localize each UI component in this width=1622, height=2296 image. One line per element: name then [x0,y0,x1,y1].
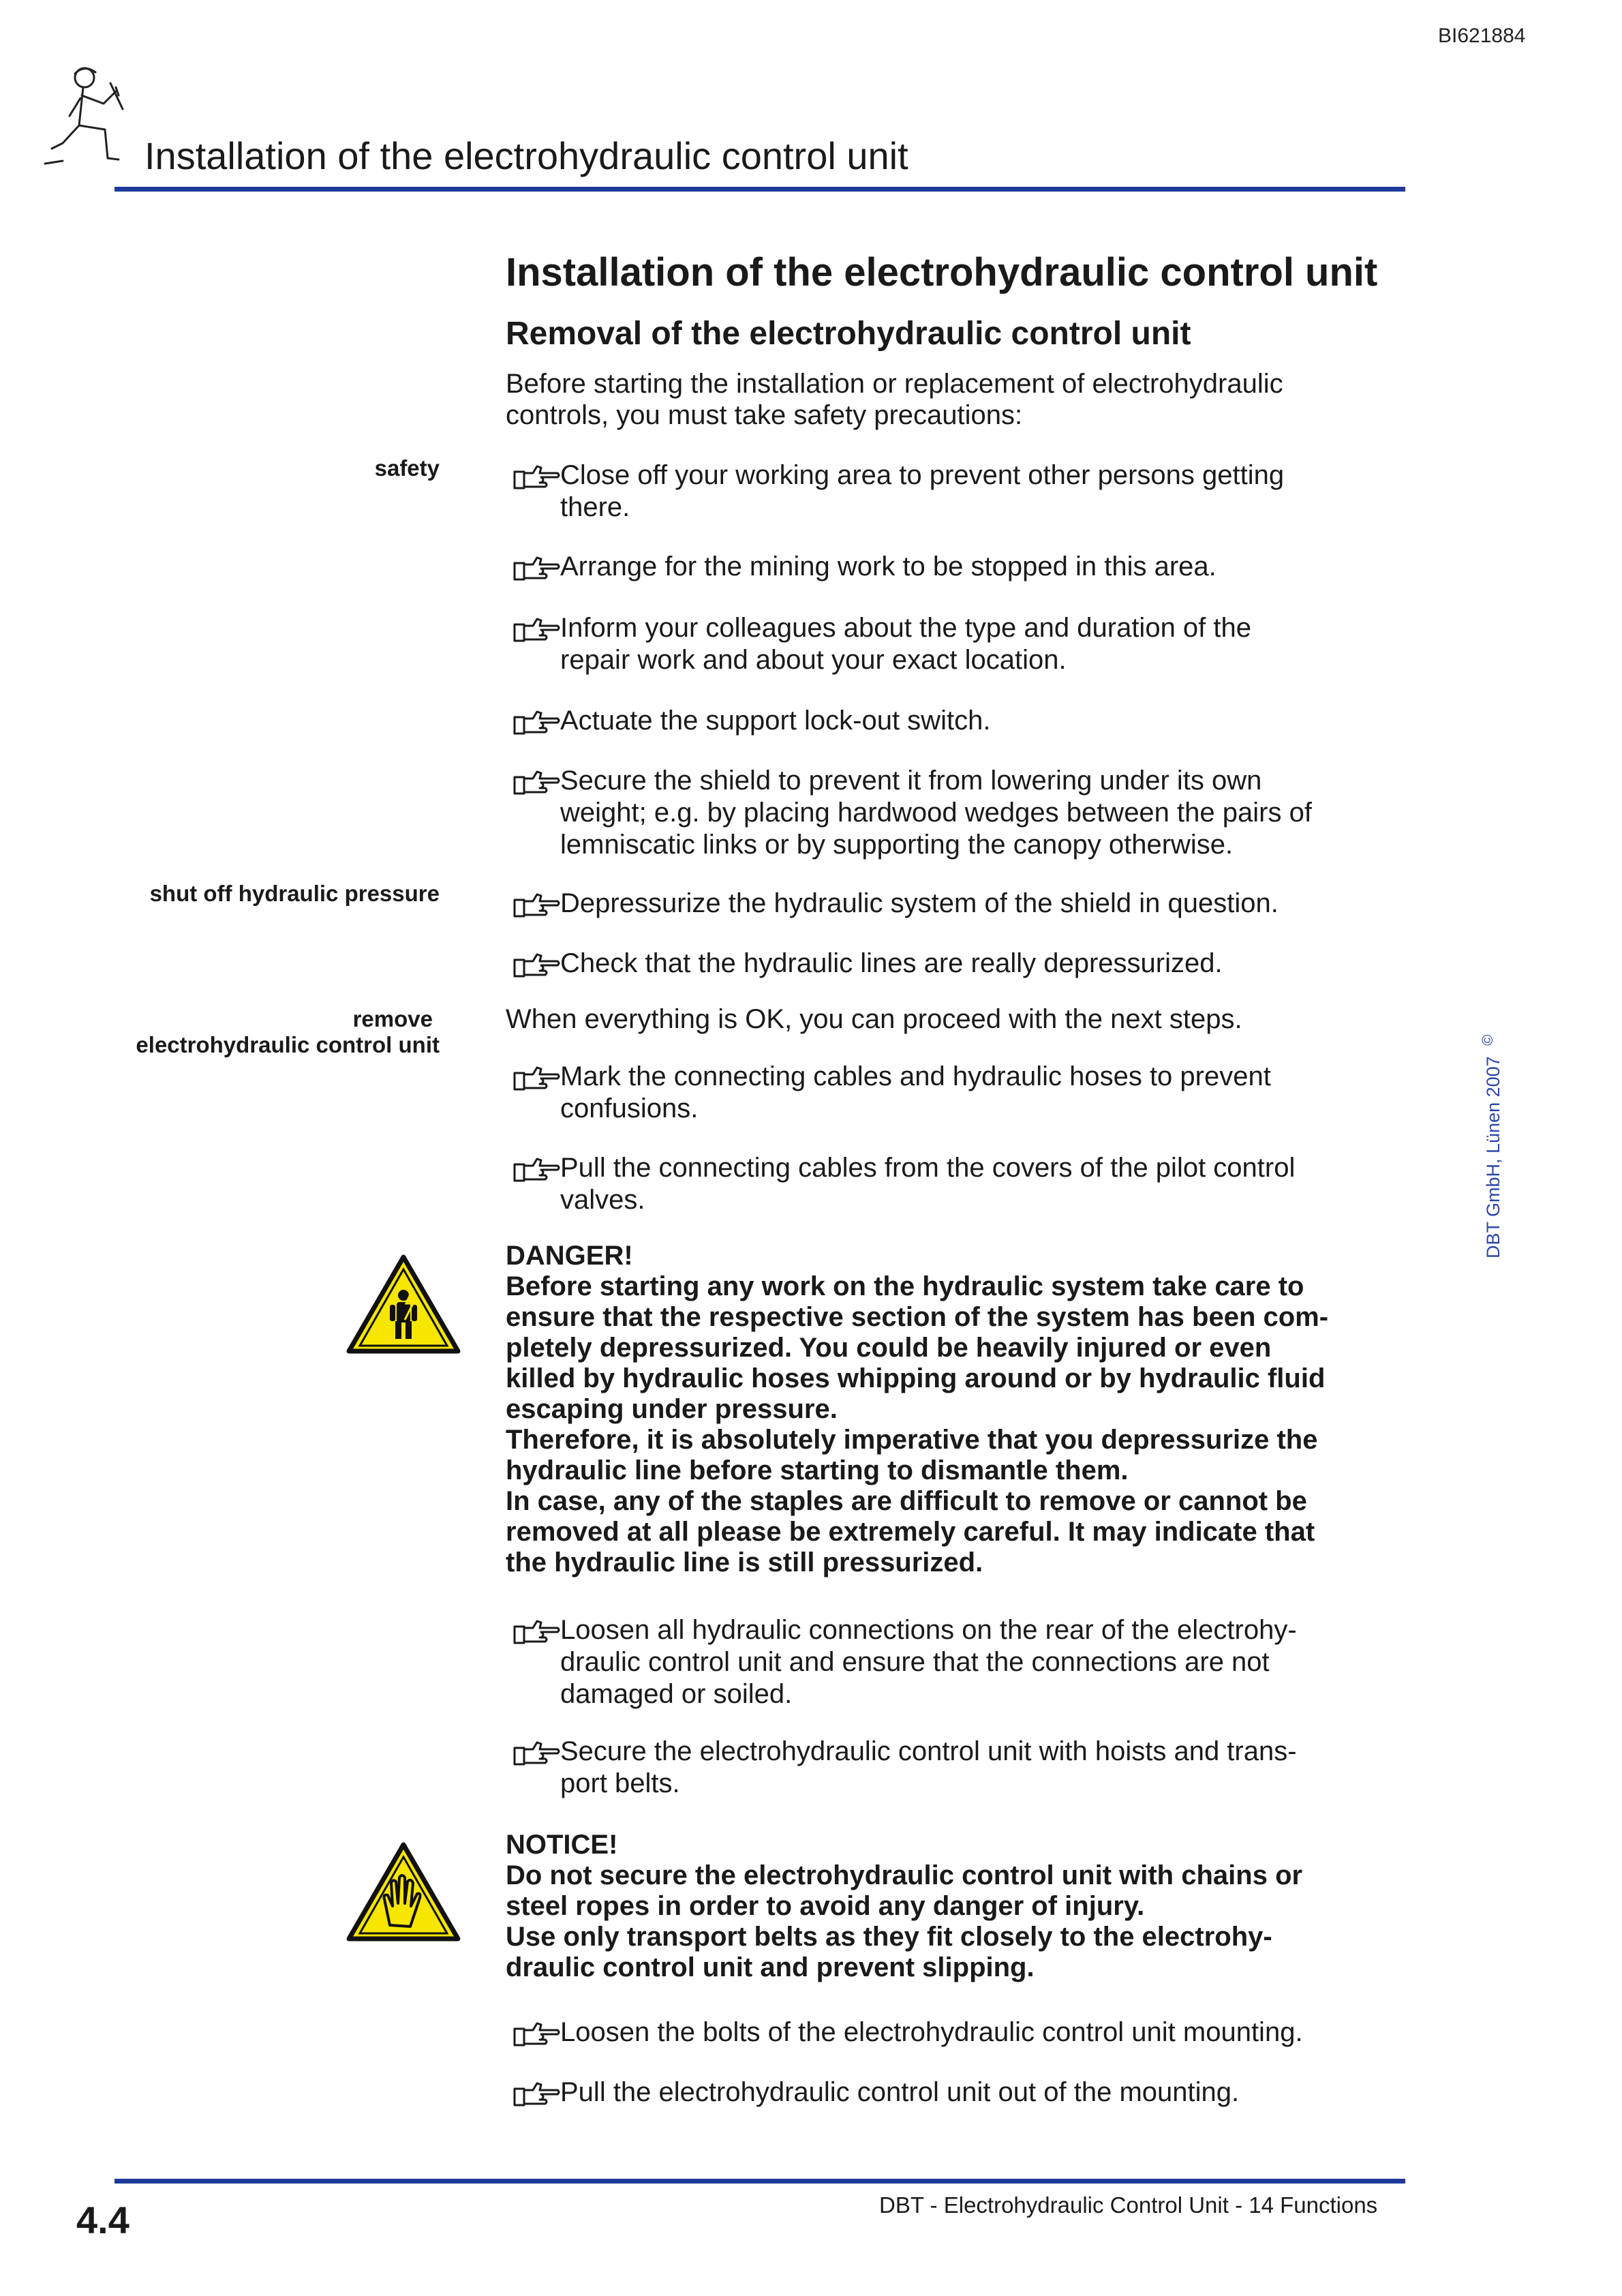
list-item [512,2076,1412,2109]
notice-line: steel ropes in order to avoid any danger of injury. [506,1891,1145,1921]
pointing-hand-icon [512,462,560,489]
list-item [512,612,1412,676]
danger-line: escaping under pressure. [506,1394,838,1424]
notice-box [506,1830,1422,1983]
danger-line: removed at all please be extremely careful. It may indicate that [506,1517,1315,1547]
list-item [512,948,1412,980]
step-text: there. [560,492,630,522]
list-item [512,765,1412,861]
danger-warning-sign-icon [345,1253,462,1355]
list-item [512,888,1412,920]
notice-heading: NOTICE! [506,1830,618,1860]
step-text: damaged or soiled. [560,1679,793,1709]
danger-line: ensure that the respective section of the system has been com- [506,1302,1329,1332]
pointing-hand-icon [512,1063,560,1091]
page-number: 4.4 [76,2199,129,2241]
pointing-hand-icon [512,2019,560,2046]
step-text: Depressurize the hydraulic system of the shield in question. [560,888,1279,918]
pointing-hand-icon [512,708,560,735]
list-item [512,459,1412,524]
margin-label-safety: safety [374,455,440,481]
list-item [512,2016,1412,2049]
danger-line: hydraulic line before starting to dismantle them. [506,1455,1129,1485]
danger-line: the hydraulic line is still pressurized. [506,1547,983,1577]
document-id: BI621884 [1438,25,1526,47]
intro-line: controls, you must take safety precautions: [506,400,1023,430]
notice-line: draulic control unit and prevent slipping. [506,1952,1035,1982]
pointing-hand-icon [512,950,560,978]
header-title: Installation of the electrohydraulic control unit [144,134,908,177]
copyright-text: DBT GmbH, Lünen 2007 [1483,1056,1503,1258]
list-item [512,1152,1412,1216]
step-text: Pull the electrohydraulic control unit out of the mounting. [560,2077,1240,2107]
svg-text:DBT GmbH, Lünen 2007 © [1479,1035,1503,1258]
step-text: Check that the hydraulic lines are really depressurized. [560,948,1223,978]
page-title: Installation of the electrohydraulic control unit [506,250,1378,294]
step-text: Arrange for the mining work to be stopped in this area. [560,552,1216,581]
intro-line: Before starting the installation or replacement of electrohydraulic [506,369,1283,399]
footer-text: DBT - Electrohydraulic Control Unit - 14 Functions [879,2192,1378,2218]
step-text: Mark the connecting cables and hydraulic hoses to prevent [560,1061,1271,1091]
danger-heading: DANGER! [506,1241,633,1271]
pointing-hand-icon [512,554,560,581]
pointing-hand-icon [512,768,560,795]
danger-line: pletely depressurized. You could be heavily injured or even [506,1333,1272,1363]
pointing-hand-icon [512,2079,560,2106]
step-text: Secure the shield to prevent it from lowering under its own [560,766,1262,796]
copyright-notice [1479,1034,1508,1268]
pointing-hand-icon [512,1155,560,1182]
step-text: confusions. [560,1093,699,1123]
danger-box [506,1241,1422,1578]
list-item [512,705,1412,737]
pointing-hand-icon [512,1738,560,1766]
notice-line: Use only transport belts as they fit closely to the electrohy- [506,1922,1272,1952]
danger-line: Therefore, it is absolutely imperative that you depressurize the [506,1425,1318,1455]
proceed-paragraph: When everything is OK, you can proceed with the next steps. [506,1004,1242,1034]
margin-label-remove: remove [352,1006,433,1031]
step-text: Loosen the bolts of the electrohydraulic control unit mounting. [560,2017,1303,2047]
margin-label-shut-off: shut off hydraulic pressure [149,881,440,906]
pointing-hand-icon [512,890,560,918]
list-item [512,1736,1412,1800]
notice-line: Do not secure the electrohydraulic control unit with chains or [506,1860,1303,1890]
step-text: repair work and about your exact location. [560,645,1067,675]
pointing-hand-icon [512,1617,560,1644]
danger-line: killed by hydraulic hoses whipping around or by hydraulic fluid [506,1363,1326,1393]
intro-paragraph [506,368,1412,431]
hand-warning-sign-icon [345,1841,462,1943]
worker-icon [42,63,144,179]
margin-label-remove-unit: electrohydraulic control unit [136,1032,440,1057]
step-text: Actuate the support lock-out switch. [560,706,991,736]
step-text: valves. [560,1185,645,1215]
step-text: weight; e.g. by placing hardwood wedges between the pairs of [560,798,1312,828]
list-item [512,1614,1412,1710]
step-text: Close off your working area to prevent other persons getting [560,460,1285,490]
list-item [512,551,1412,583]
step-text: Secure the electrohydraulic control unit with hoists and trans- [560,1736,1297,1766]
footer-rule [114,2179,1405,2184]
header-rule [114,187,1405,192]
section-subtitle: Removal of the electrohydraulic control unit [506,316,1191,352]
step-text: draulic control unit and ensure that the connections are not [560,1647,1270,1677]
step-text: Loosen all hydraulic connections on the rear of the electrohy- [560,1615,1297,1645]
step-text: Inform your colleagues about the type and duration of the [560,613,1252,643]
step-text: Pull the connecting cables from the covers of the pilot control [560,1153,1296,1183]
step-text: port belts. [560,1768,680,1798]
step-text: lemniscatic links or by supporting the canopy otherwise. [560,830,1234,860]
pointing-hand-icon [512,615,560,642]
danger-line: Before starting any work on the hydraulic system take care to [506,1271,1304,1301]
danger-line: In case, any of the staples are difficult to remove or cannot be [506,1486,1307,1516]
copyright-symbol: © [1479,1034,1496,1046]
list-item [512,1061,1412,1125]
